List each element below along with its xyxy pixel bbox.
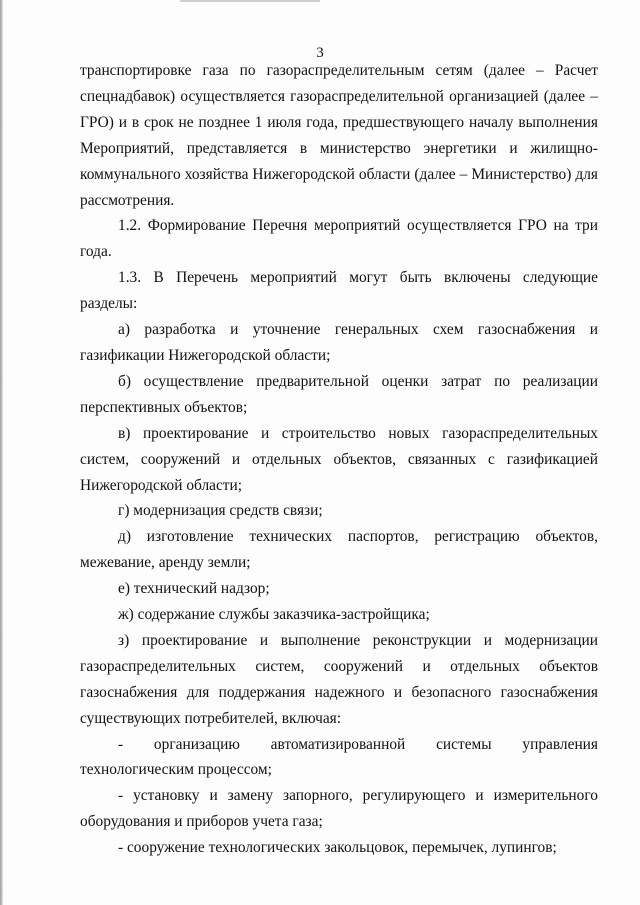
paragraph-1-2: 1.2. Формирование Перечня мероприятий осуществляется ГРО на три года. <box>80 217 598 261</box>
scan-edge-shadow <box>0 0 3 905</box>
sub-item-automation: - организацию автоматизированной системы управления технологическим процессом; <box>80 735 598 779</box>
paragraph-continuation: транспортировке газа по газораспределительным сетям (далее – Расчет спецнадбавок) осуществляется газораспределительной организацией (далее – ГРО) и в срок не позднее 1 июля года, предшествующего началу выполнения Мероприятий, представляется в министерство энергетики и жилищно-коммунального хозяйства Нижегородской области (далее – Министерство) для рассмотрения. <box>80 62 598 209</box>
list-item-b: б) осуществление предварительной оценки затрат по реализации перспективных объектов; <box>80 372 598 416</box>
page-number: 3 <box>316 45 324 61</box>
sub-item-equipment: - установку и замену запорного, регулирующего и измерительного оборудования и приборов учета газа; <box>80 787 598 831</box>
sub-item-loops: - сооружение технологических закольцовок, перемычек, лупингов; <box>118 839 557 857</box>
list-item-g: г) модернизация средств связи; <box>118 502 323 520</box>
list-item-v: в) проектирование и строительство новых газораспределительных систем, сооружений и отдельных объектов, связанных с газификацией Нижегородской области; <box>80 424 598 494</box>
list-item-a: а) разработка и уточнение генеральных схем газоснабжения и газификации Нижегородской области; <box>80 321 598 364</box>
list-item-d: д) изготовление технических паспортов, регистрацию объектов, межевание, аренду земли; <box>80 528 598 572</box>
list-item-z: з) проектирование и выполнение реконструкции и модернизации газораспределительных систем, сооружений и отдельных объектов газоснабжения для поддержания надежного и безопасного газоснабжения существующих потребителей, включая: <box>80 631 598 727</box>
list-item-zh: ж) содержание службы заказчика-застройщика; <box>118 606 430 624</box>
document-body <box>80 58 598 861</box>
list-item-e: е) технический надзор; <box>118 580 270 598</box>
scan-top-mark <box>180 0 320 2</box>
paragraph-1-3: 1.3. В Перечень мероприятий могут быть включены следующие разделы: <box>80 269 598 313</box>
